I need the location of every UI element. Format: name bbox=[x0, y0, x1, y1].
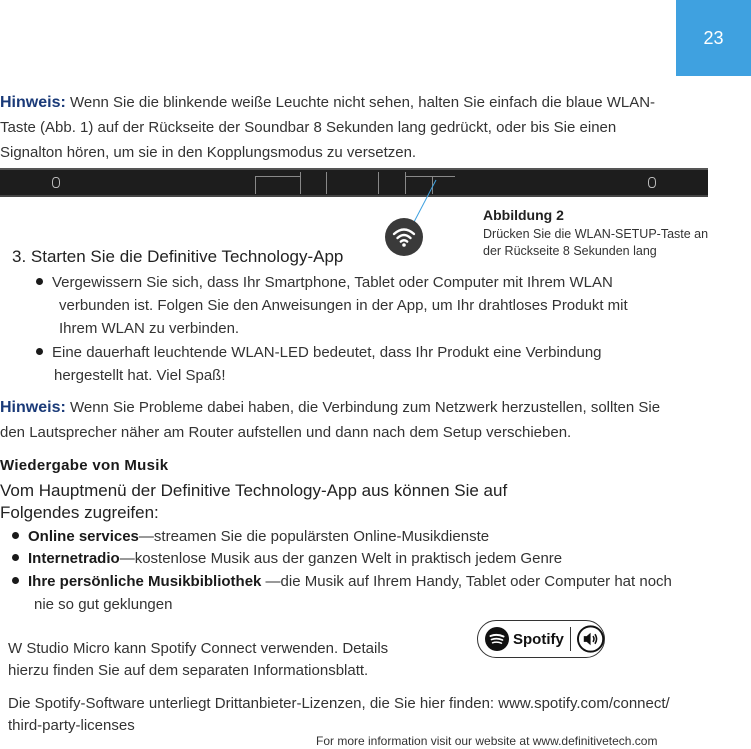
bullet-icon bbox=[12, 577, 19, 584]
hint-text: Wenn Sie die blinkende weiße Leuchte nicht sehen, halten Sie einfach die blaue WLAN- bbox=[65, 94, 656, 111]
bullet-icon bbox=[36, 278, 43, 285]
list-desc: —streamen Sie die populärsten Online-Musikdienste bbox=[138, 528, 490, 545]
section-subheading bbox=[0, 480, 560, 524]
figure-title: Abbildung 2 bbox=[483, 207, 564, 223]
list-item bbox=[36, 271, 628, 340]
panel-divider bbox=[326, 172, 327, 194]
spotify-license bbox=[8, 693, 670, 737]
wifi-setup-button bbox=[385, 218, 423, 256]
hint-paragraph-2 bbox=[0, 395, 660, 445]
hint-text: Wenn Sie Probleme dabei haben, die Verbindung zum Netzwerk herzustellen, sollten Sie bbox=[65, 399, 661, 416]
hint-label: Hinweis: bbox=[0, 399, 66, 416]
panel-divider bbox=[300, 172, 301, 194]
note-text: W Studio Micro kann Spotify Connect verwenden. Details bbox=[8, 640, 389, 657]
panel-divider bbox=[255, 176, 300, 177]
spotify-logo bbox=[484, 626, 564, 652]
hint-text: Signalton hören, um sie in den Kopplungsmodus zu versetzen. bbox=[0, 144, 417, 161]
list-item bbox=[12, 570, 672, 616]
badge-divider bbox=[570, 627, 571, 651]
hint-text: den Lautsprecher näher am Router aufstellen und dann nach dem Setup verschieben. bbox=[0, 424, 572, 441]
subheading-text: Folgendes zugreifen: bbox=[0, 503, 159, 522]
hint-paragraph-1 bbox=[0, 90, 655, 165]
speaker-icon bbox=[577, 625, 604, 653]
spotify-icon bbox=[484, 626, 510, 652]
hint-text: Taste (Abb. 1) auf der Rückseite der Soundbar 8 Sekunden lang gedrückt, oder bis Sie einen bbox=[0, 119, 617, 136]
license-text: third-party-licenses bbox=[8, 717, 135, 734]
bullet-icon bbox=[12, 532, 19, 539]
page-number: 23 bbox=[703, 27, 724, 48]
figure-caption: Drücken Sie die WLAN-SETUP-Taste an der Rückseite 8 Sekunden lang bbox=[483, 227, 709, 258]
bullet-icon bbox=[36, 348, 43, 355]
panel-divider bbox=[255, 176, 256, 194]
note-text: hierzu finden Sie auf dem separaten Informationsblatt. bbox=[8, 662, 369, 679]
list-item bbox=[12, 547, 562, 570]
step-heading: 3. Starten Sie die Definitive Technology-App bbox=[12, 247, 344, 266]
list-desc: —die Musik auf Ihrem Handy, Tablet oder Computer hat noch bbox=[261, 573, 672, 590]
page-number-badge bbox=[676, 0, 751, 76]
bullet-text: hergestellt hat. Viel Spaß! bbox=[54, 367, 226, 384]
subheading-text: Vom Hauptmenü der Definitive Technology-App aus können Sie auf bbox=[0, 481, 508, 500]
spotify-connect-badge bbox=[477, 620, 605, 658]
page-footer: For more information visit our website at www.definitivetech.com bbox=[316, 734, 658, 748]
bullet-icon bbox=[12, 554, 19, 561]
panel-divider bbox=[405, 176, 455, 177]
list-desc: —kostenlose Musik aus der ganzen Welt in praktisch jedem Genre bbox=[119, 550, 563, 567]
panel-divider bbox=[432, 176, 433, 194]
mount-hole-icon bbox=[52, 177, 60, 188]
license-text: Die Spotify-Software unterliegt Drittanbieter-Lizenzen, die Sie hier finden: www.spotify.com/connect/ bbox=[8, 695, 670, 712]
list-desc: nie so gut geklungen bbox=[34, 596, 173, 613]
hint-label: Hinweis: bbox=[0, 94, 66, 111]
bullet-text: Ihrem WLAN zu verbinden. bbox=[59, 320, 240, 337]
section-heading: Wiedergabe von Musik bbox=[0, 457, 169, 474]
mount-hole-icon bbox=[648, 177, 656, 188]
spotify-wordmark: Spotify bbox=[513, 630, 564, 648]
spotify-note bbox=[8, 638, 388, 682]
list-item bbox=[36, 341, 602, 387]
list-term: Online services bbox=[28, 528, 139, 545]
bullet-text: verbunden ist. Folgen Sie den Anweisungen in der App, um Ihr drahtloses Produkt mit bbox=[59, 297, 628, 314]
list-item bbox=[12, 525, 489, 548]
list-term: Internetradio bbox=[28, 550, 120, 567]
wifi-icon bbox=[385, 218, 423, 256]
soundbar-rear-illustration bbox=[0, 168, 708, 197]
panel-divider bbox=[378, 172, 379, 194]
bullet-text: Eine dauerhaft leuchtende WLAN-LED bedeutet, dass Ihr Produkt eine Verbindung bbox=[52, 344, 602, 361]
bullet-text: Vergewissern Sie sich, dass Ihr Smartphone, Tablet oder Computer mit Ihrem WLAN bbox=[52, 274, 613, 291]
list-term: Ihre persönliche Musikbibliothek bbox=[28, 573, 262, 590]
